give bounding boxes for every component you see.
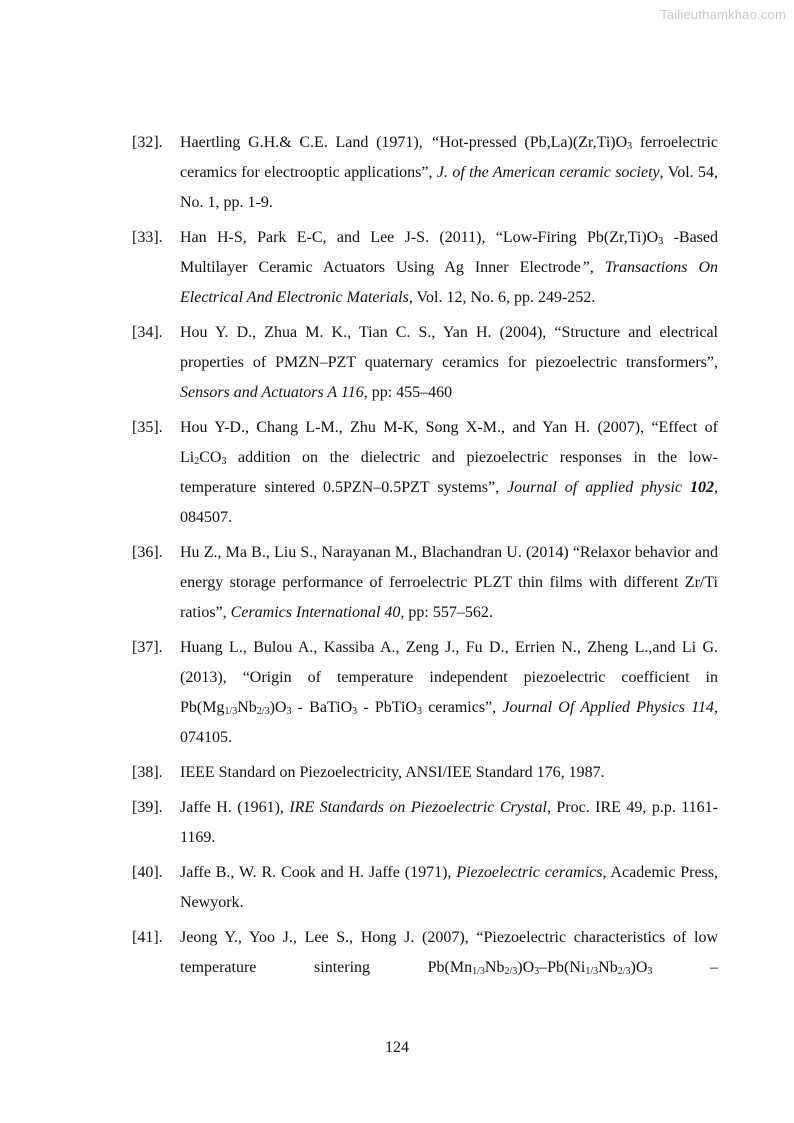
reference-number: [41]. xyxy=(132,929,163,946)
reference-italic-text: Piezoelectric ceramics xyxy=(456,864,603,881)
reference-item xyxy=(132,858,718,918)
reference-text: IEEE Standard on Piezoelectricity, ANSI/IEE Standard 176, 1987. xyxy=(180,764,605,781)
reference-text: Hu Z., Ma B., Liu S., Narayanan M., Blachandran U. (2014) “Relaxor behavior and energy storage performance of ferroelectric PLZT thin films with different Zr/Ti ratios”, xyxy=(180,544,718,621)
reference-text: Huang L., Bulou A., Kassiba A., Zeng J., Fu D., Errien N., Zheng L.,and Li G. (2013), “Origin of temperature independent piezoelectric coefficient in Pb(Mg xyxy=(180,639,718,716)
reference-text: Hou Y-D., Chang L-M., Zhu M-K, Song X-M., and Yan H. (2007), “Effect of Li xyxy=(180,419,718,466)
reference-italic-text: IRE Stanđards on Piezoelectric Crystal xyxy=(289,799,547,816)
reference-number: [33]. xyxy=(132,229,163,246)
reference-subscript: 1/3 xyxy=(224,706,238,717)
reference-subscript: 2/3 xyxy=(617,966,631,977)
reference-text: Hou Y. D., Zhua M. K., Tian C. S., Yan H. (2004), “Structure and electrical properties of PMZN–PZT quaternary ceramics for piezoelectric transformers”, xyxy=(180,324,718,371)
reference-item xyxy=(132,538,718,628)
reference-text: , 074105. xyxy=(180,699,719,746)
watermark-text: Tailieuthamkhao.com xyxy=(660,7,786,22)
reference-subscript: 3 xyxy=(352,706,358,717)
reference-text: , Vol. 12, No. 6, pp. 249-252. xyxy=(408,289,596,306)
reference-number: [39]. xyxy=(132,799,163,816)
reference-subscript: 2/3 xyxy=(256,706,270,717)
reference-subscript: 3 xyxy=(627,141,633,152)
reference-italic-text: “ xyxy=(430,134,440,151)
reference-subscript: 3 xyxy=(647,966,653,977)
reference-text: - PbTiO xyxy=(357,699,417,716)
reference-text: Haertling G.H.& C.E. Land (1971), xyxy=(180,134,431,151)
reference-text: –Pb(Ni xyxy=(539,959,586,976)
reference-text: - BaTiO xyxy=(291,699,353,716)
reference-text: -Based Multilayer Ceramic Actuators Using Ag Inner Electrode xyxy=(180,229,718,276)
reference-text: , Proc. IRE 49, p.p. 1161-1169. xyxy=(180,799,718,846)
reference-text: )O xyxy=(630,959,648,976)
reference-number: [38]. xyxy=(132,764,163,781)
reference-item xyxy=(132,923,718,983)
reference-text: , pp: 455–460 xyxy=(363,384,453,401)
reference-item xyxy=(132,128,718,218)
reference-italic-text: Sensors and Actuators A 116 xyxy=(180,384,364,401)
reference-text: , Academic Press, Newyork. xyxy=(180,864,719,911)
reference-text: ceramics” xyxy=(422,699,493,716)
reference-italic-text: J. of the American ceramic society xyxy=(436,164,660,181)
reference-item xyxy=(132,413,718,533)
reference-text: , pp: 557–562. xyxy=(400,604,493,621)
reference-subscript: 1/3 xyxy=(472,966,485,977)
reference-subscript: 3 xyxy=(658,236,664,247)
reference-text: Han H-S, Park E-C, and Lee J-S. (2011), “Low-Firing Pb(Zr,Ti)O xyxy=(180,229,659,246)
reference-text: Jeong Y., Yoo J., Lee S., Hong J. (2007), “Piezoelectric characteristics of low temperature sintering Pb(Mn xyxy=(180,929,718,976)
reference-subscript: 3 xyxy=(534,966,540,977)
reference-number: [37]. xyxy=(132,639,163,656)
reference-item xyxy=(132,318,718,408)
reference-subscript: 3 xyxy=(286,706,292,717)
reference-text: )O xyxy=(517,959,535,976)
reference-text: Nb xyxy=(598,959,618,976)
reference-subscript: 2 xyxy=(194,456,200,467)
reference-subscript: 1/3 xyxy=(585,966,599,977)
reference-text: )O xyxy=(269,699,287,716)
reference-text: CO xyxy=(199,449,222,466)
reference-list xyxy=(132,128,718,988)
reference-number: [35]. xyxy=(132,419,163,436)
page-number: 124 xyxy=(385,1039,409,1056)
reference-item xyxy=(132,758,718,788)
reference-subscript: 3 xyxy=(417,706,422,717)
reference-volume-bold: 102 xyxy=(690,479,714,496)
reference-italic-text: Journal of applied physic xyxy=(507,479,690,496)
reference-text: – xyxy=(652,959,719,976)
reference-text: Nb xyxy=(484,959,505,976)
reference-text: Jaffe B., W. R. Cook and H. Jaffe (1971), xyxy=(180,864,457,881)
reference-number: [36]. xyxy=(132,544,163,561)
reference-number: [40]. xyxy=(132,864,163,881)
reference-text: Nb xyxy=(237,699,257,716)
reference-item xyxy=(132,633,718,753)
reference-text: addition on the dielectric and piezoelectric responses in the low-temperature sintered 0.5PZN–0.5PZT systems”, xyxy=(180,449,718,496)
reference-number: [34]. xyxy=(132,324,163,341)
reference-italic-text: , Journal Of Applied Physics 114 xyxy=(492,699,715,716)
reference-item xyxy=(132,793,718,853)
reference-text: Hot-pressed (Pb,La)(Zr,Ti)O xyxy=(439,134,628,151)
reference-text: , 084507. xyxy=(180,479,718,526)
reference-italic-text: Ceramics International 40 xyxy=(230,604,401,621)
reference-number: [32]. xyxy=(132,134,163,151)
reference-italic-text: ”, Transactions On Electrical And Electronic Materials xyxy=(180,259,718,306)
reference-subscript: 2/3 xyxy=(504,966,518,977)
reference-item xyxy=(132,223,718,313)
reference-subscript: 3 xyxy=(221,456,227,467)
reference-text: ferroelectric ceramics for electrooptic applications”, xyxy=(180,134,719,181)
reference-text: , Vol. 54, No. 1, pp. 1-9. xyxy=(180,164,719,211)
reference-text: Jaffe H. (1961), xyxy=(180,799,290,816)
